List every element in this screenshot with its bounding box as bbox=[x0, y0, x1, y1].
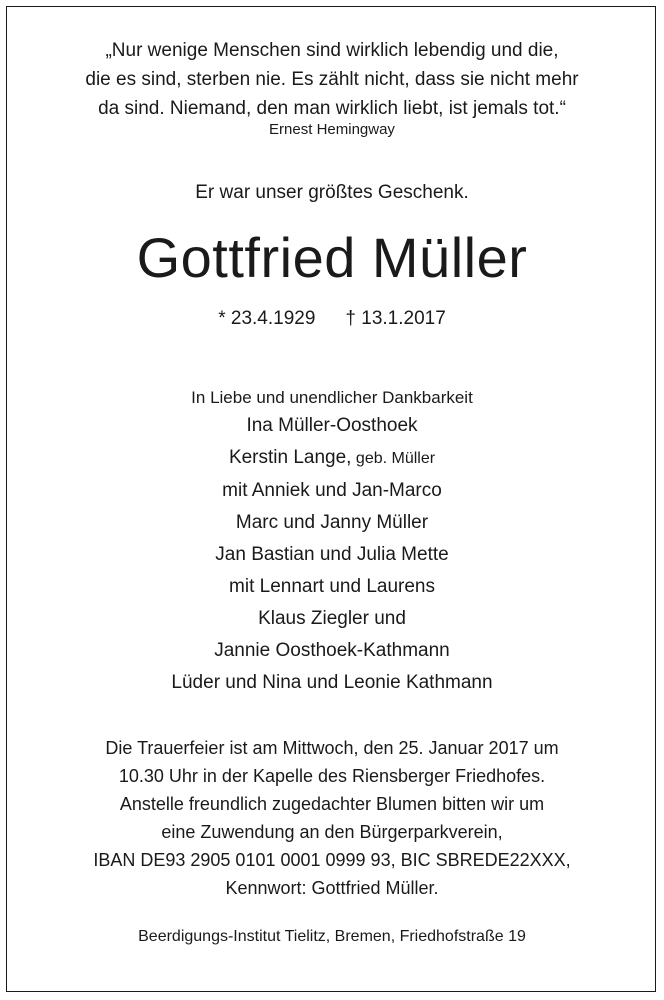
family-member: Marc und Janny Müller bbox=[235, 512, 429, 533]
service-info bbox=[0, 734, 664, 902]
quote-line: „Nur wenige Menschen sind wirklich lebendig und die, bbox=[105, 40, 559, 61]
family-list bbox=[0, 410, 664, 699]
family-member: Kerstin Lange, geb. Müller bbox=[228, 447, 436, 468]
quote-author: Ernest Hemingway bbox=[269, 121, 395, 138]
family-member: Lüder und Nina und Leonie Kathmann bbox=[171, 672, 493, 693]
tagline: Er war unser größtes Geschenk. bbox=[195, 182, 469, 203]
service-line: 10.30 Uhr in der Kapelle des Riensberger Friedhofes. bbox=[118, 766, 546, 786]
service-line: Anstelle freundlich zugedachter Blumen bitten wir um bbox=[119, 794, 545, 814]
quote bbox=[0, 36, 664, 123]
quote-line: da sind. Niemand, den man wirklich liebt, ist jemals tot.“ bbox=[98, 98, 566, 119]
thanks-line: In Liebe und unendlicher Dankbarkeit bbox=[191, 388, 473, 407]
service-line: Die Trauerfeier ist am Mittwoch, den 25. Januar 2017 um bbox=[105, 738, 559, 758]
family-member: Jannie Oosthoek-Kathmann bbox=[214, 640, 450, 661]
family-member: Ina Müller-Oosthoek bbox=[246, 415, 418, 436]
service-line: eine Zuwendung an den Bürgerparkverein, bbox=[161, 822, 503, 842]
maiden-name-note: geb. Müller bbox=[351, 450, 436, 467]
family-member: Jan Bastian und Julia Mette bbox=[215, 544, 449, 565]
funeral-home: Beerdigungs-Institut Tielitz, Bremen, Friedhofstraße 19 bbox=[138, 928, 526, 945]
service-line: Kennwort: Gottfried Müller. bbox=[225, 878, 439, 898]
deceased-name: Gottfried Müller bbox=[136, 226, 528, 289]
death-date: † 13.1.2017 bbox=[345, 308, 446, 329]
birth-date: * 23.4.1929 bbox=[218, 308, 316, 329]
service-line: IBAN DE93 2905 0101 0001 0999 93, BIC SBREDE22XXX, bbox=[93, 850, 571, 870]
family-member: Klaus Ziegler und bbox=[258, 608, 406, 629]
family-member: mit Lennart und Laurens bbox=[229, 576, 435, 597]
family-member: mit Anniek und Jan-Marco bbox=[222, 480, 442, 501]
quote-line: die es sind, sterben nie. Es zählt nicht, dass sie nicht mehr bbox=[85, 69, 579, 90]
life-dates bbox=[0, 306, 664, 332]
